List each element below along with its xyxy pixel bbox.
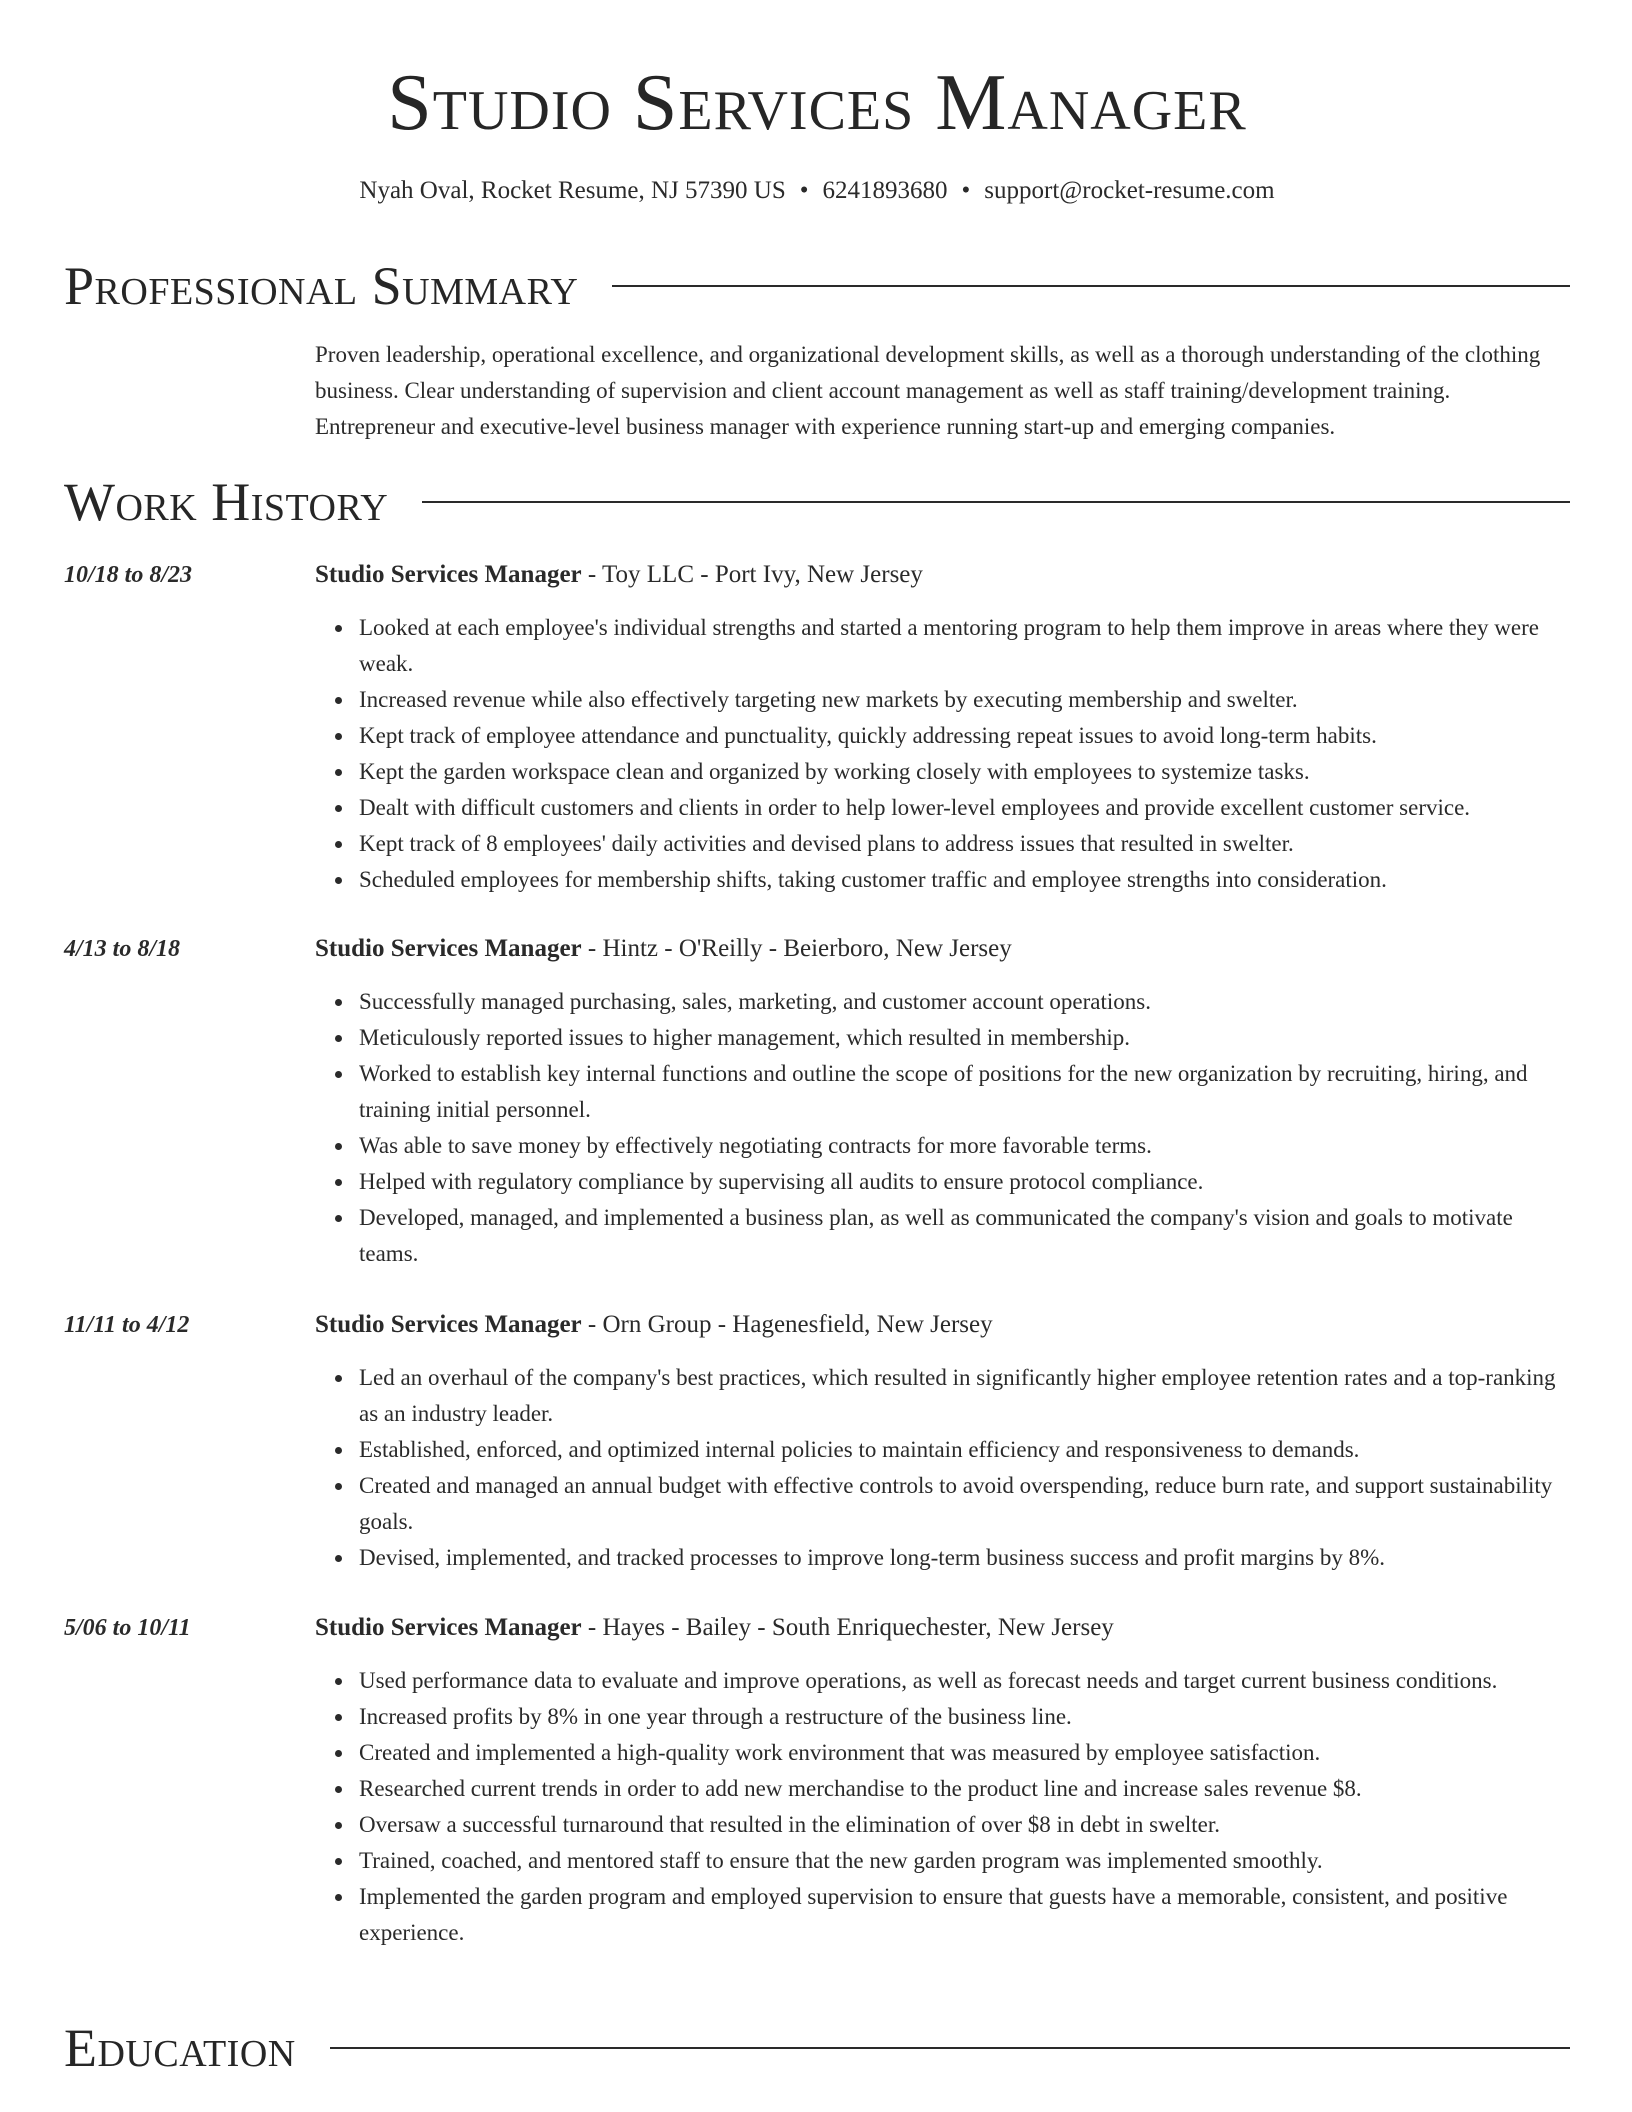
job-title-line	[315, 1310, 1570, 1340]
job-bullet: Was able to save money by effectively negotiating contracts for more favorable terms.	[359, 1128, 1570, 1164]
job-bullets	[315, 1360, 1570, 1576]
summary-section-header	[64, 254, 1570, 318]
job-bullet: Led an overhaul of the company's best practices, which resulted in significantly higher employee retention rates and a top-ranking as an industry leader.	[359, 1360, 1570, 1432]
section-divider	[422, 501, 1570, 503]
section-divider	[330, 2047, 1570, 2049]
resume-name-title: Studio Services Manager	[387, 59, 1247, 147]
job-employer: - Hintz - O'Reilly - Beierboro, New Jersey	[581, 935, 1012, 962]
summary-text: Proven leadership, operational excellence, and organizational development skills, as well as a thorough understanding of the clothing business. Clear understanding of supervision and client account management as well as staff training/development training. Entrepreneur and executive-level business manager with experience running start-up and emerging companies.	[315, 342, 1541, 439]
job-bullet: Successfully managed purchasing, sales, marketing, and customer account operations.	[359, 984, 1570, 1020]
job-title-line	[315, 560, 1570, 590]
job-bullet: Increased profits by 8% in one year through a restructure of the business line.	[359, 1699, 1570, 1735]
job-employer: - Orn Group - Hagenesfield, New Jersey	[581, 1311, 993, 1338]
job-bullet: Created and managed an annual budget with effective controls to avoid overspending, reduce burn rate, and support sustainability goals.	[359, 1468, 1570, 1540]
job-bullet: Worked to establish key internal functions and outline the scope of positions for the new organization by recruiting, hiring, and training initial personnel.	[359, 1056, 1570, 1128]
job-bullet: Kept track of employee attendance and punctuality, quickly addressing repeat issues to avoid long-term habits.	[359, 718, 1570, 754]
contact-separator: •	[961, 177, 971, 204]
job-bullet: Kept track of 8 employees' daily activities and devised plans to address issues that resulted in swelter.	[359, 826, 1570, 862]
job-bullet: Devised, implemented, and tracked processes to improve long-term business success and profit margins by 8%.	[359, 1540, 1570, 1576]
job-dates: 11/11 to 4/12	[64, 1312, 190, 1338]
job-role: Studio Services Manager	[315, 935, 582, 962]
job-bullet: Increased revenue while also effectively targeting new markets by executing membership and swelter.	[359, 682, 1570, 718]
section-divider	[612, 285, 1570, 287]
job-dates: 10/18 to 8/23	[64, 562, 193, 588]
work-section-title: Work History	[64, 472, 389, 532]
job-role: Studio Services Manager	[315, 561, 582, 588]
job-bullets	[315, 984, 1570, 1272]
job-bullet: Used performance data to evaluate and improve operations, as well as forecast needs and target current business conditions.	[359, 1663, 1570, 1699]
contact-email: support@rocket-resume.com	[984, 177, 1275, 204]
contact-phone: 6241893680	[822, 177, 948, 204]
job-bullets	[315, 1663, 1570, 1951]
work-section-header	[64, 470, 1570, 534]
education-section-title: Education	[64, 2018, 296, 2078]
job-bullet: Scheduled employees for membership shifts, taking customer traffic and employee strengths into consideration.	[359, 862, 1570, 898]
job-bullet: Developed, managed, and implemented a business plan, as well as communicated the company's vision and goals to motivate teams.	[359, 1200, 1570, 1272]
job-bullets	[315, 610, 1570, 898]
job-dates: 5/06 to 10/11	[64, 1615, 191, 1641]
job-bullet: Researched current trends in order to add new merchandise to the product line and increase sales revenue $8.	[359, 1771, 1570, 1807]
job-bullet: Trained, coached, and mentored staff to ensure that the new garden program was implemented smoothly.	[359, 1843, 1570, 1879]
education-section-header	[64, 2016, 1570, 2080]
job-bullet: Kept the garden workspace clean and organized by working closely with employees to systemize tasks.	[359, 754, 1570, 790]
contact-address: Nyah Oval, Rocket Resume, NJ 57390 US	[359, 177, 786, 204]
job-role: Studio Services Manager	[315, 1614, 582, 1641]
job-bullet: Dealt with difficult customers and clients in order to help lower-level employees and provide excellent customer service.	[359, 790, 1570, 826]
job-bullet: Established, enforced, and optimized internal policies to maintain efficiency and responsiveness to demands.	[359, 1432, 1570, 1468]
job-title-line	[315, 1613, 1570, 1643]
job-bullet: Meticulously reported issues to higher management, which resulted in membership.	[359, 1020, 1570, 1056]
job-role: Studio Services Manager	[315, 1311, 582, 1338]
job-bullet: Implemented the garden program and employed supervision to ensure that guests have a memorable, consistent, and positive experience.	[359, 1879, 1570, 1951]
contact-line	[64, 176, 1570, 206]
job-bullet: Oversaw a successful turnaround that resulted in the elimination of over $8 in debt in swelter.	[359, 1807, 1570, 1843]
job-bullet: Looked at each employee's individual strengths and started a mentoring program to help them improve in areas where they were weak.	[359, 610, 1570, 682]
job-employer: - Hayes - Bailey - South Enriquechester, New Jersey	[581, 1614, 1114, 1641]
job-employer: - Toy LLC - Port Ivy, New Jersey	[581, 561, 923, 588]
summary-section-title: Professional Summary	[64, 256, 579, 316]
job-dates: 4/13 to 8/18	[64, 936, 181, 962]
contact-separator: •	[799, 177, 809, 204]
job-title-line	[315, 934, 1570, 964]
job-bullet: Helped with regulatory compliance by supervising all audits to ensure protocol compliance.	[359, 1164, 1570, 1200]
job-bullet: Created and implemented a high-quality work environment that was measured by employee satisfaction.	[359, 1735, 1570, 1771]
